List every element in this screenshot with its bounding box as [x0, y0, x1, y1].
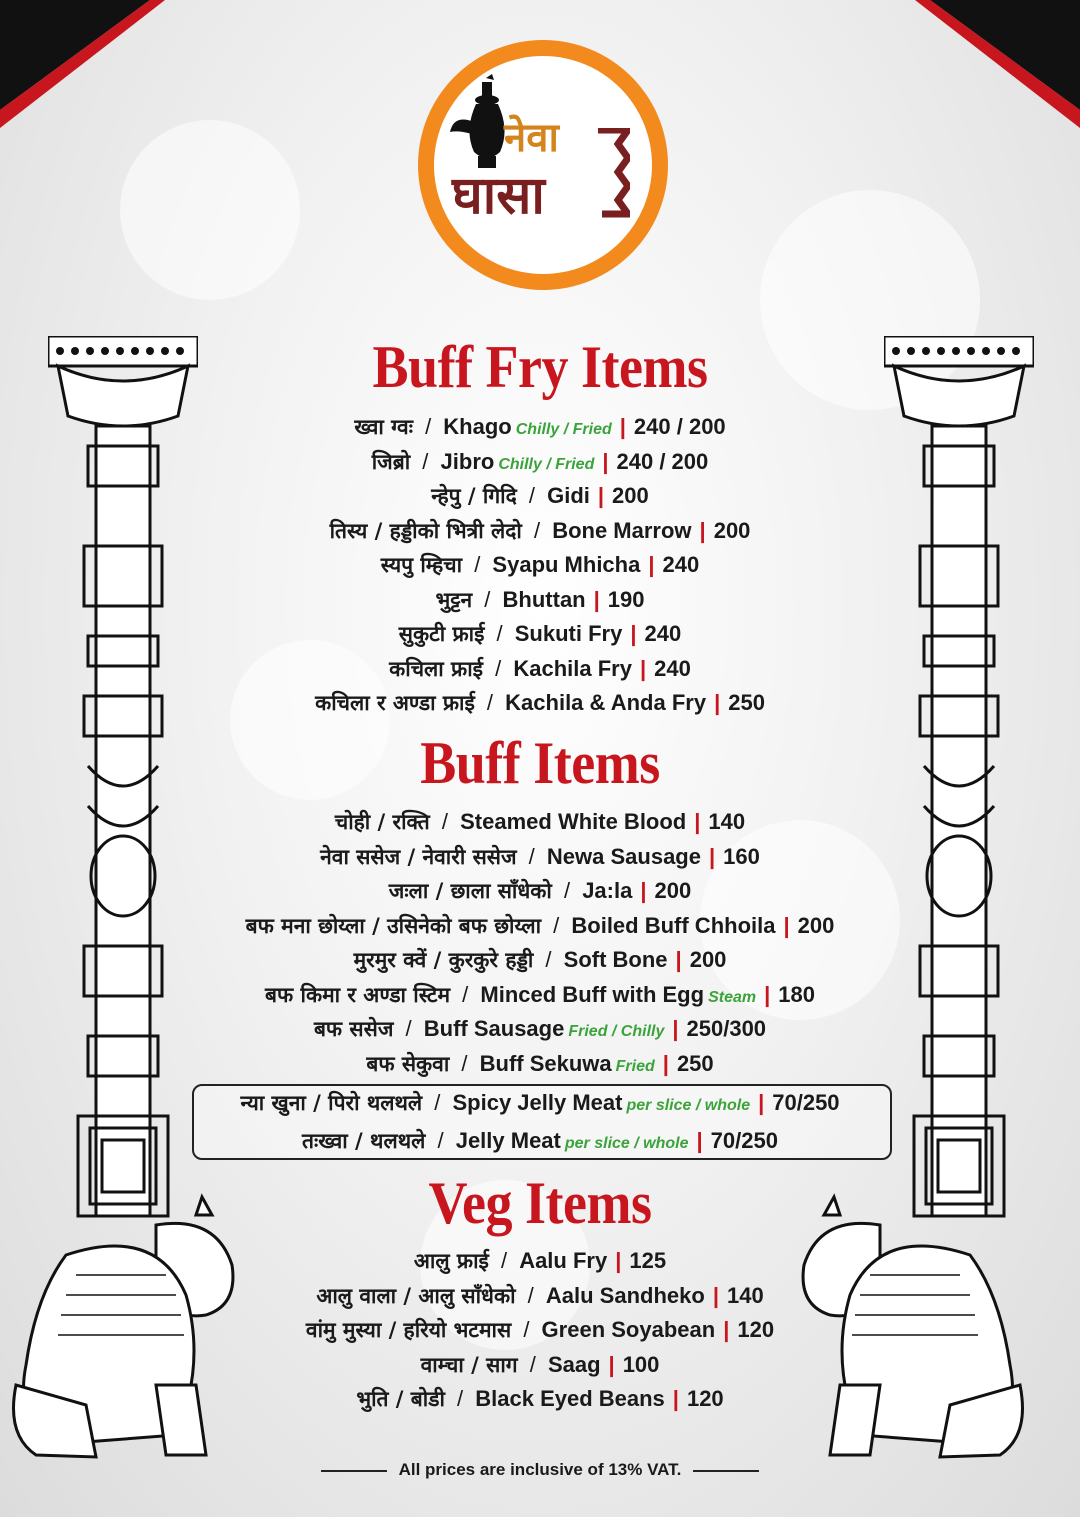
english-name: Green Soyabean: [541, 1317, 716, 1342]
price-divider: |: [672, 1016, 679, 1041]
menu-item: [0, 909, 1080, 944]
nepali-name: आलु फ्राई: [413, 1249, 489, 1273]
item-price: 240: [644, 621, 682, 646]
separator: /: [521, 1282, 540, 1308]
price-divider: |: [615, 1248, 622, 1273]
item-price: 240: [662, 552, 700, 577]
item-price: 190: [607, 586, 645, 612]
price-divider: |: [714, 690, 721, 715]
item-price: 140: [726, 1282, 764, 1308]
preparation-note: Chilly / Fried: [515, 421, 612, 438]
english-name: Buff Sekuwa: [479, 1050, 612, 1076]
english-name: Sukuti Fry: [514, 621, 623, 646]
preparation-note: Chilly / Fried: [498, 455, 595, 473]
price-divider: |: [639, 655, 647, 681]
price-divider: |: [648, 552, 655, 577]
menu-item: [0, 410, 1080, 445]
price-divider: |: [699, 517, 706, 543]
item-price: 70/250: [710, 1128, 778, 1153]
english-name: Khago: [443, 414, 512, 439]
nepali-name: न्या खुना / पिरो थलथले: [240, 1091, 423, 1115]
english-name: Aalu Sandheko: [545, 1282, 705, 1308]
item-price: 250: [676, 1050, 714, 1076]
separator: /: [431, 1128, 450, 1153]
price-divider: |: [597, 483, 605, 508]
separator: /: [416, 448, 435, 474]
nepali-name: कचिला फ्राई: [389, 656, 483, 681]
nepali-name: भुट्टन: [435, 587, 473, 612]
item-price: 140: [708, 809, 746, 834]
menu-item: [0, 479, 1080, 514]
nepali-name: बफ सेकुवा: [366, 1051, 450, 1076]
price-divider: |: [712, 1282, 719, 1308]
separator: /: [494, 1248, 514, 1273]
footer-divider: [321, 1470, 387, 1472]
english-name: Soft Bone: [563, 947, 668, 972]
background-bokeh: [120, 120, 300, 300]
preparation-note: per slice / whole: [564, 1135, 689, 1152]
menu-item: [0, 514, 1080, 549]
item-price: 200: [612, 483, 649, 508]
price-divider: |: [696, 1128, 703, 1153]
separator: /: [522, 843, 541, 869]
menu-item: [0, 445, 1080, 480]
logo-ornament-icon: [596, 128, 630, 218]
price-divider: |: [662, 1050, 669, 1076]
separator: /: [456, 981, 475, 1007]
separator: /: [435, 809, 455, 834]
footer-text: All prices are inclusive of 13% VAT.: [398, 1460, 682, 1479]
english-name: Black Eyed Beans: [475, 1386, 665, 1411]
item-price: 240: [654, 655, 691, 681]
menu-list-buff-items: [0, 805, 1080, 1081]
menu-item: [0, 652, 1080, 687]
nepali-name: बफ ससेज: [313, 1017, 394, 1041]
english-name: Bone Marrow: [552, 517, 692, 543]
logo-text-newa: नेवा: [504, 115, 559, 161]
preparation-note: per slice / whole: [626, 1097, 751, 1114]
price-divider: |: [708, 843, 716, 869]
nepali-name: बफ किमा र अण्डा स्टिम: [265, 982, 451, 1007]
menu-item: [0, 1313, 1080, 1348]
menu-list-veg-items: [0, 1244, 1080, 1417]
separator: /: [480, 690, 500, 715]
english-name: Ja:la: [582, 878, 633, 903]
menu-item: [0, 548, 1080, 583]
item-price: 180: [778, 981, 815, 1007]
nepali-name: सुकुटी फ्राई: [398, 622, 485, 646]
nepali-name: कचिला र अण्डा फ्राई: [315, 691, 475, 715]
nepali-name: भुति / बोडी: [356, 1387, 445, 1411]
english-name: Syapu Mhicha: [492, 552, 641, 577]
price-divider: |: [758, 1090, 765, 1115]
corner-stripe-left: [0, 0, 180, 130]
nepali-name: न्हेपु / गिदि: [431, 484, 517, 508]
item-price: 70/250: [772, 1090, 840, 1115]
menu-item: [0, 943, 1080, 978]
nepali-name: नेवा ससेज / नेवारी ससेज: [320, 844, 517, 869]
separator: /: [455, 1050, 474, 1076]
separator: /: [399, 1016, 418, 1041]
separator: /: [428, 1090, 447, 1115]
price-divider: |: [675, 947, 682, 972]
separator: /: [523, 1351, 542, 1377]
menu-item: [0, 1279, 1080, 1314]
english-name: Kachila Fry: [513, 655, 632, 681]
english-name: Kachila & Anda Fry: [505, 690, 707, 715]
english-name: Bhuttan: [502, 586, 586, 612]
menu-item: [0, 1244, 1080, 1279]
nepali-name: जःला / छाला साँधेको: [388, 879, 552, 903]
english-name: Buff Sausage: [423, 1016, 565, 1041]
footer-divider: [693, 1470, 759, 1472]
item-price: 125: [629, 1248, 667, 1273]
nepali-name: चोही / रक्ति: [334, 810, 430, 834]
english-name: Newa Sausage: [546, 843, 701, 869]
menu-item: [0, 840, 1080, 875]
separator: /: [468, 552, 487, 577]
english-name: Steamed White Blood: [460, 809, 687, 834]
menu-item: [0, 805, 1080, 840]
english-name: Aalu Fry: [519, 1248, 608, 1273]
menu-item: [0, 978, 1080, 1013]
item-price: 200: [797, 912, 835, 938]
nepali-name: तिस्य / हड्डीको भित्री लेदो: [329, 518, 522, 543]
preparation-note: Steam: [708, 988, 757, 1006]
item-price: 200: [654, 878, 692, 903]
menu-list-jelly-meat: [0, 1084, 1080, 1160]
item-price: 120: [686, 1386, 724, 1411]
english-name: Gidi: [547, 483, 590, 508]
preparation-note: Fried: [615, 1057, 655, 1075]
price-divider: |: [694, 809, 701, 834]
nepali-name: वाम्चा / साग: [420, 1352, 518, 1377]
separator: /: [557, 878, 577, 903]
item-price: 100: [622, 1351, 660, 1377]
price-divider: |: [608, 1351, 615, 1377]
menu-item: [0, 686, 1080, 721]
price-divider: |: [783, 912, 790, 938]
separator: /: [517, 1317, 536, 1342]
menu-item: [0, 1382, 1080, 1417]
section-title-buff-items: Buff Items: [420, 729, 660, 797]
price-divider: |: [630, 621, 637, 646]
nepali-name: वांमु मुस्या / हरियो भटमास: [305, 1318, 512, 1342]
separator: /: [490, 621, 509, 646]
separator: /: [450, 1386, 470, 1411]
english-name: Jibro: [440, 448, 495, 474]
price-divider: |: [619, 414, 626, 439]
english-name: Spicy Jelly Meat: [452, 1090, 623, 1115]
logo-text-ghasa: घासा: [452, 166, 545, 226]
item-price: 240 / 200: [616, 448, 709, 474]
price-divider: |: [723, 1317, 730, 1342]
english-name: Minced Buff with Egg: [480, 981, 705, 1007]
price-divider: |: [640, 878, 647, 903]
item-price: 200: [689, 947, 727, 972]
nepali-name: ख्वा ग्वः: [354, 415, 413, 439]
separator: /: [418, 414, 438, 439]
separator: /: [547, 912, 566, 938]
nepali-name: तःख्वा / थलथले: [302, 1129, 426, 1153]
menu-list-buff-fry: [0, 410, 1080, 721]
separator: /: [522, 483, 542, 508]
item-price: 250/300: [686, 1016, 767, 1041]
item-price: 120: [737, 1317, 775, 1342]
item-price: 160: [723, 843, 760, 869]
corner-stripe-right: [900, 0, 1080, 130]
english-name: Jelly Meat: [455, 1128, 561, 1153]
menu-item: [0, 583, 1080, 618]
menu-item: [0, 1348, 1080, 1383]
separator: /: [478, 586, 497, 612]
menu-item: [0, 1122, 1080, 1160]
menu-item: [0, 874, 1080, 909]
item-price: 240 / 200: [633, 414, 726, 439]
separator: /: [489, 655, 508, 681]
section-title-buff-fry: Buff Fry Items: [372, 333, 708, 401]
separator: /: [527, 517, 547, 543]
separator: /: [539, 947, 558, 972]
menu-item: [0, 1012, 1080, 1047]
price-divider: |: [764, 981, 771, 1007]
english-name: Saag: [547, 1351, 601, 1377]
menu-item: [0, 1047, 1080, 1082]
nepali-name: स्यपु म्हिचा: [380, 553, 463, 577]
english-name: Boiled Buff Chhoila: [571, 912, 776, 938]
nepali-name: मुरमुर क्वें / कुरकुरे हड्डी: [353, 948, 534, 972]
item-price: 250: [728, 690, 765, 715]
section-title-veg-items: Veg Items: [428, 1169, 652, 1237]
menu-item: [0, 617, 1080, 652]
nepali-name: जिब्रो: [371, 449, 411, 474]
item-price: 200: [713, 517, 751, 543]
price-divider: |: [593, 586, 600, 612]
preparation-note: Fried / Chilly: [568, 1023, 665, 1040]
price-divider: |: [602, 448, 609, 474]
price-divider: |: [672, 1386, 679, 1411]
menu-item: [0, 1084, 1080, 1122]
vat-footer: [0, 1460, 1080, 1480]
nepali-name: आलु वाला / आलु साँधेको: [316, 1283, 516, 1308]
nepali-name: बफ मना छोय्ला / उसिनेको बफ छोय्ला: [245, 913, 542, 938]
